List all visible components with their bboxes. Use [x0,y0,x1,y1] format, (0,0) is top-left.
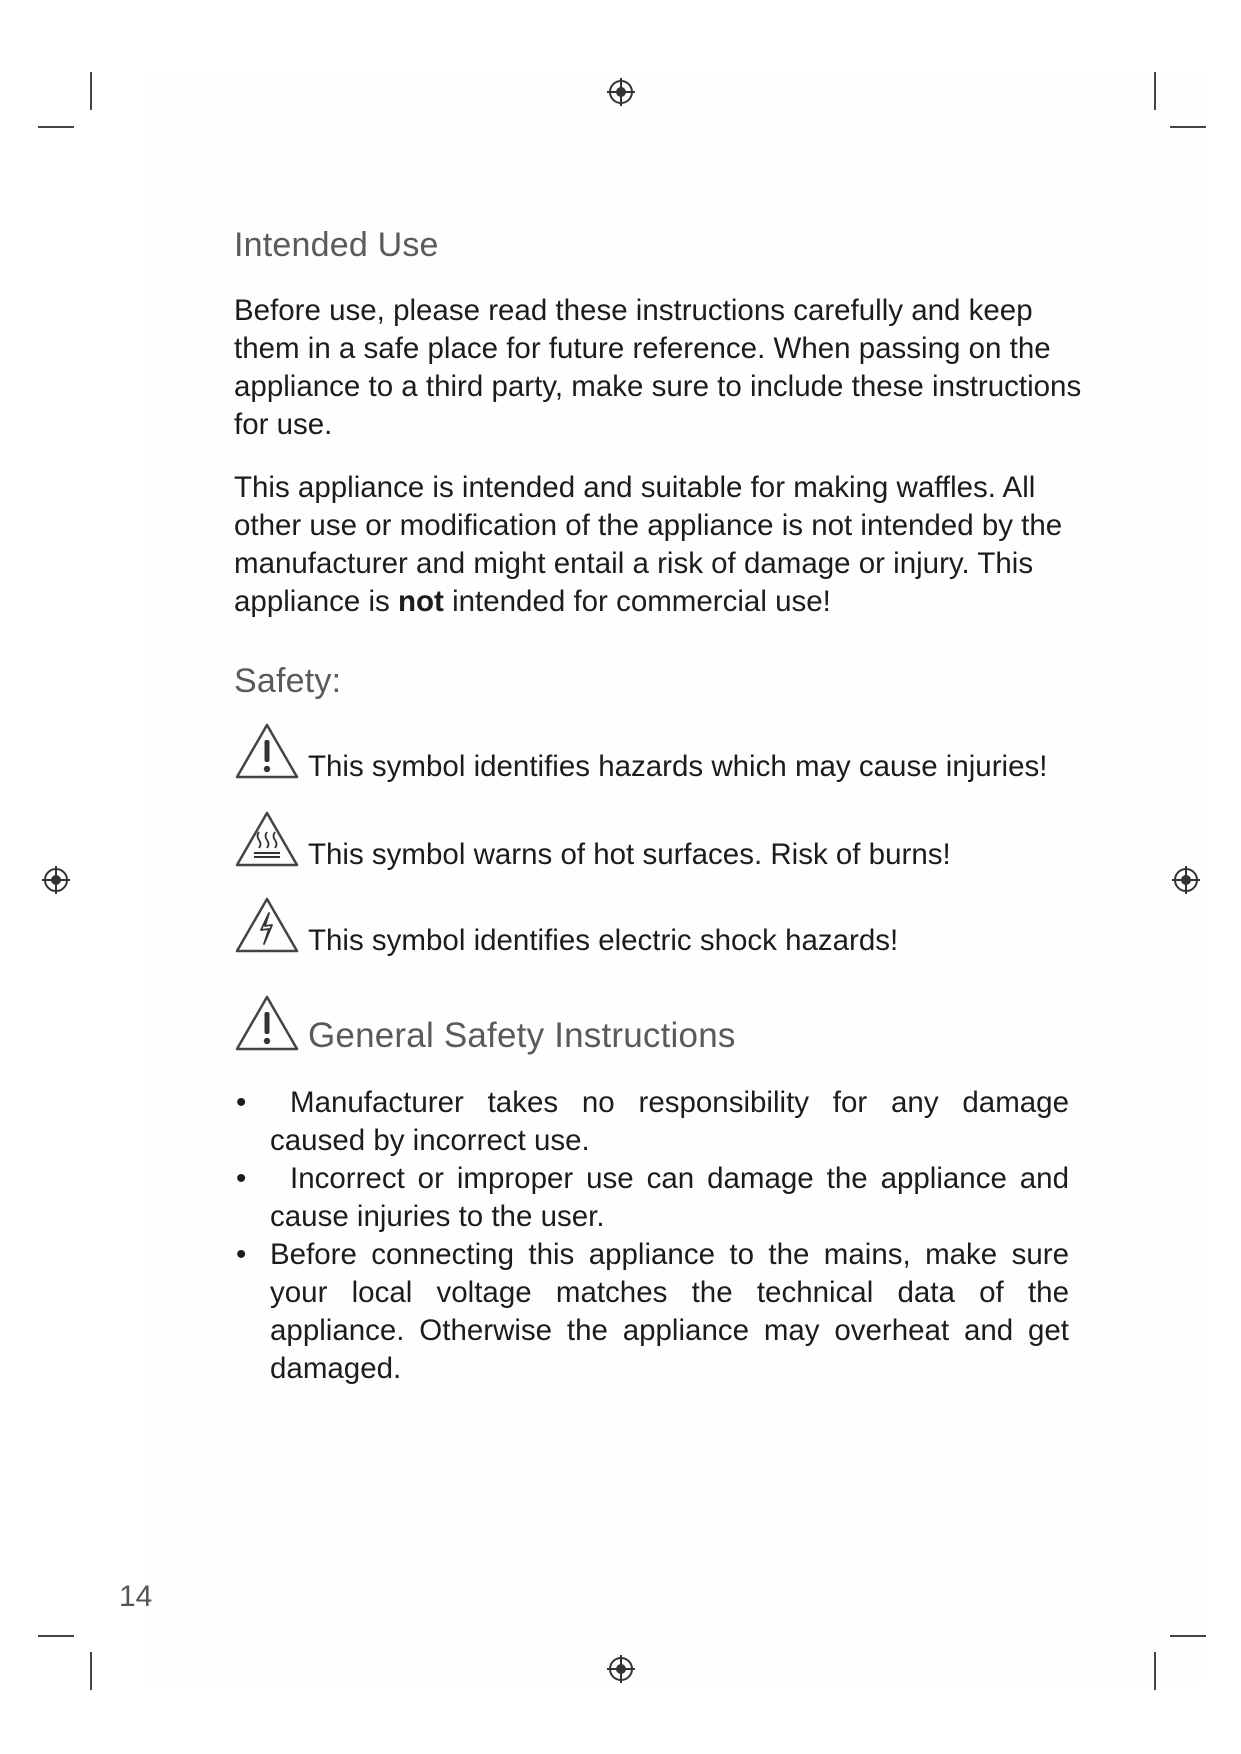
page-number: 14 [119,1580,153,1613]
list-item: • Manufacturer takes no responsibility for any damage caused by incorrect use. [236,1086,1069,1157]
bullet-icon: • [236,1238,247,1271]
safety-symbol-text: This symbol identifies electric shock hazards! [308,924,899,957]
list-item: • Before connecting this appliance to the mains, make sure your local voltage matches the technical data of the appliance. Otherwise the appliance may overheat and get damaged. [236,1238,1069,1385]
crop-mark [1170,1635,1206,1637]
crop-mark [38,126,74,128]
bullet-icon: • [236,1086,247,1119]
general-safety-heading-row [234,994,1134,1054]
crop-mark [1154,1652,1156,1690]
intended-use-paragraph-2: This appliance is intended and suitable for making waffles. All other use or modification of the appliance is not intended by the manufacturer and might entail a risk of damage or injury. This appliance is not intended for commercial use! [234,471,1063,618]
intended-use-heading: Intended Use [234,226,439,264]
safety-heading: Safety: [234,662,342,700]
registration-mark-icon [607,1655,635,1683]
crop-mark [90,1652,92,1690]
intended-use-paragraph-1: Before use, please read these instructions carefully and keep them in a safe place for future reference. When passing on the appliance to a third party, make sure to include these instructions for use. [234,294,1082,441]
safety-symbol-row [234,810,1134,870]
crop-mark [90,72,92,110]
registration-mark-icon [42,866,70,894]
general-safety-list [234,1084,1069,1388]
crop-mark [1154,72,1156,110]
crop-mark [1170,126,1206,128]
electric-shock-warning-icon [234,896,300,954]
registration-mark-icon [1172,866,1200,894]
exclamation-warning-icon [234,994,300,1052]
registration-mark-icon [607,78,635,106]
safety-symbol-text: This symbol identifies hazards which may cause injuries! [308,750,1048,783]
general-safety-heading: General Safety Instructions [308,1016,736,1055]
safety-symbol-row [234,896,1134,956]
crop-mark [38,1635,74,1637]
safety-symbol-text: This symbol warns of hot surfaces. Risk of burns! [308,838,951,871]
bullet-icon: • [236,1162,247,1195]
list-item: • Incorrect or improper use can damage the appliance and cause injuries to the user. [236,1162,1069,1233]
emphasis-not: not [398,585,444,618]
exclamation-warning-icon [234,722,300,780]
safety-symbol-row [234,722,1134,782]
hot-surface-warning-icon [234,810,300,868]
